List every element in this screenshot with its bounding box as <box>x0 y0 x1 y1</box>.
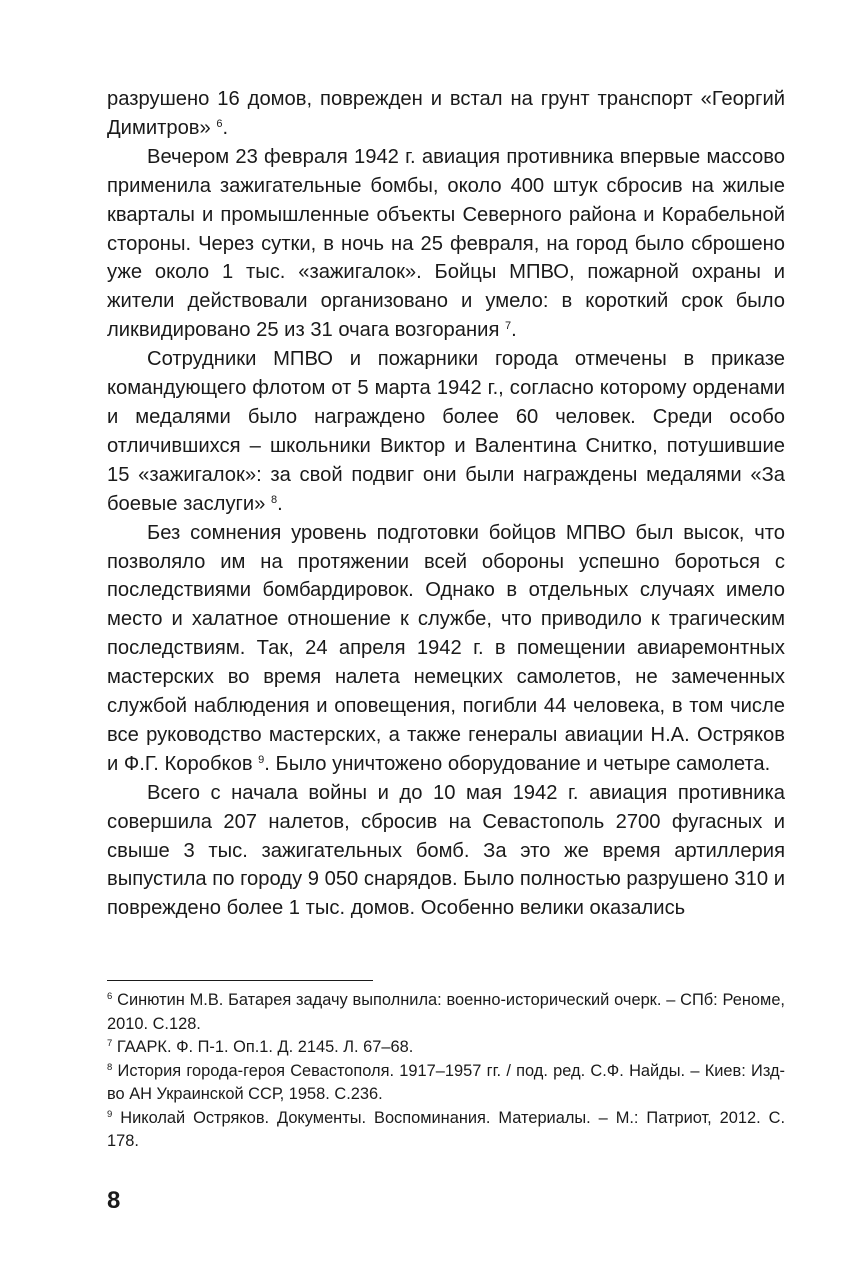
main-text <box>107 85 785 923</box>
footnote: $^7$ ГААРК. Ф. П-1. Оп.1. Д. 2145. Л. 67–68. <box>107 1038 414 1056</box>
paragraph: Сотрудники МПВО и пожарники города отмечены в приказе командующего флотом от 5 марта 1942 г., согласно которому орденами и медалями было награждено более 60 человек. Среди особо отличившихся – школьники Виктор и Валентина Снитко, потушившие 15 «зажигалок»: за свой подвиг они были награждены медалями «За боевые заслуги» $^8$. <box>107 348 785 515</box>
paragraph: Вечером 23 февраля 1942 г. авиация противника впервые массово применила зажигательные бомбы, около 400 штук сбросив на жилые кварталы и промышленные объекты Северного района и Корабельной стороны. Через сутки, в ночь на 25 февраля, на город было сброшено уже около 1 тыс. «зажигалок». Бойцы МПВО, пожарной охраны и жители действовали организовано и умело: в короткий срок было ликвидировано 25 из 31 очага возгорания $^7$. <box>107 145 785 342</box>
footnote-number: 8 <box>107 1061 113 1073</box>
footnote-number: 6 <box>107 991 113 1002</box>
footnote-ref[interactable]: 9 <box>258 753 265 766</box>
footnote: $^9$ Николай Остряков. Документы. Воспоминания. Материалы. – М.: Патриот, 2012. С. 178. <box>107 1108 785 1150</box>
paragraph: Без сомнения уровень подготовки бойцов МПВО был высок, что позволяло им на протяжении всей обороны успешно бороться с последствиями бомбардировок. Однако в отдельных случаях имело место и халатное отношение к службе, что приводило к трагическим последствиям. Так, 24 апреля 1942 г. в помещении авиаремонтных мастерских во время налета немецких самолетов, не замеченных службой наблюдения и оповещения, погибли 44 человека, в том числе все руководство мастерских, а также генералы авиации Н.А. Остряков и Ф.Г. Коробков $^9$. Было уничтожено оборудование и четыре самолета. <box>107 521 785 775</box>
paragraph-continuation: разрушено 16 домов, поврежден и встал на грунт транспорт «Георгий Димитров» $^6$. <box>107 88 785 139</box>
footnote: $^8$ История города-героя Севастополя. 1917–1957 гг. / под. ред. С.Ф. Найды. – Киев: Изд-во АН Украинской ССР, 1958. С.236. <box>107 1061 785 1103</box>
footnotes <box>107 989 785 1154</box>
footnote-ref[interactable]: 7 <box>504 320 512 333</box>
footnote-ref[interactable]: 8 <box>271 493 278 506</box>
footnote-number: 9 <box>107 1108 113 1120</box>
paragraph: Всего с начала войны и до 10 мая 1942 г. авиация противника совершила 207 налетов, сбросив на Севастополь 2700 фугасных и свыше 3 тыс. зажигательных бомб. За это же время артиллерия выпустила по городу 9 050 снарядов. Было полностью разрушено 310 и повреждено более 1 тыс. домов. Особенно велики оказались <box>107 781 785 920</box>
footnote-ref[interactable]: 6 <box>216 117 223 130</box>
footnote-divider <box>107 980 373 981</box>
footnote: $^6$ Синютин М.В. Батарея задачу выполнила: военно-исторический очерк. – СПб: Реноме, 2010. С.128. <box>107 991 785 1033</box>
footnote-number: 7 <box>107 1038 113 1049</box>
page-number: 8 <box>107 1187 121 1214</box>
